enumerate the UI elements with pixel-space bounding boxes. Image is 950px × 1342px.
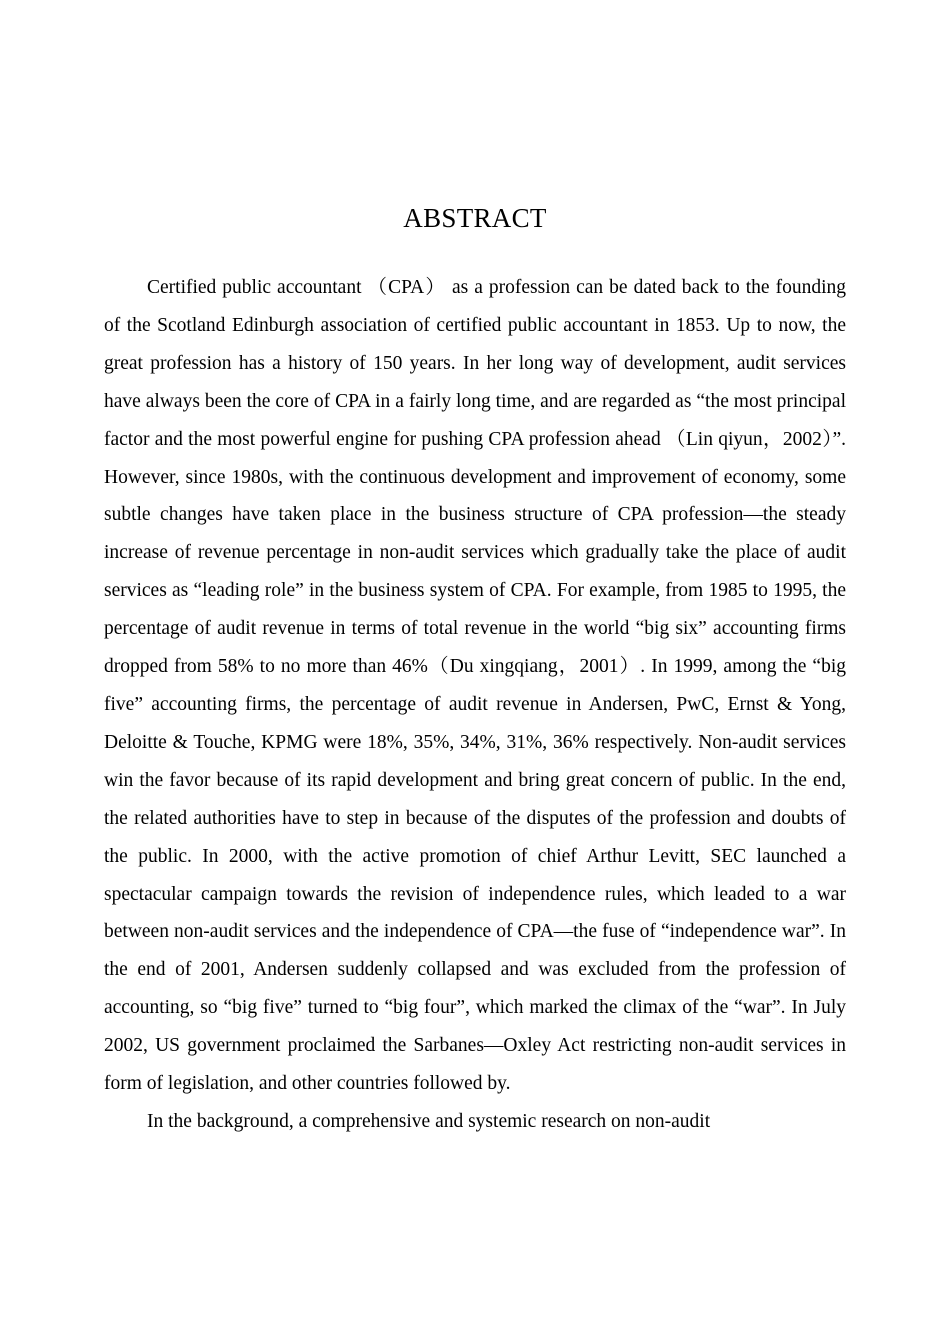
abstract-paragraph-1: Certified public accountant （CPA） as a profession can be dated back to the founding of the Scotland Edinburgh association of certified public accountant in 1853. Up to now, the great profession has a history of 150 years. In her long way of development, audit services have always been the core of CPA in a fairly long time, and are regarded as “the most principal factor and the most powerful engine for pushing CPA profession ahead （Lin qiyun，2002）”. However, since 1980s, with the continuous development and improvement of economy, some subtle changes have taken place in the business structure of CPA profession—the steady increase of revenue percentage in non-audit services which gradually take the place of audit services as “leading role” in the business system of CPA. For example, from 1985 to 1995, the percentage of audit revenue in terms of total revenue in the world “big six” accounting firms dropped from 58% to no more than 46%（Du xingqiang，2001）. In 1999, among the “big five” accounting firms, the percentage of audit revenue in Andersen, PwC, Ernst & Yong, Deloitte & Touche, KPMG were 18%, 35%, 34%, 31%, 36% respectively. Non-audit services win the favor because of its rapid development and bring great concern of public. In the end, the related authorities have to step in because of the disputes of the profession and doubts of the public. In 2000, with the active promotion of chief Arthur Levitt, SEC launched a spectacular campaign towards the revision of independence rules, which leaded to a war between non-audit services and the independence of CPA—the fuse of “independence war”. In the end of 2001, Andersen suddenly collapsed and was excluded from the profession of accounting, so “big five” turned to “big four”, which marked the climax of the “war”. In July 2002, US government proclaimed the Sarbanes—Oxley Act restricting non-audit services in form of legislation, and other countries followed by.: [104, 277, 846, 1095]
abstract-paragraph-2: In the background, a comprehensive and systemic research on non-audit: [147, 1110, 711, 1132]
abstract-body: [104, 269, 846, 1141]
abstract-title: ABSTRACT: [403, 203, 547, 233]
